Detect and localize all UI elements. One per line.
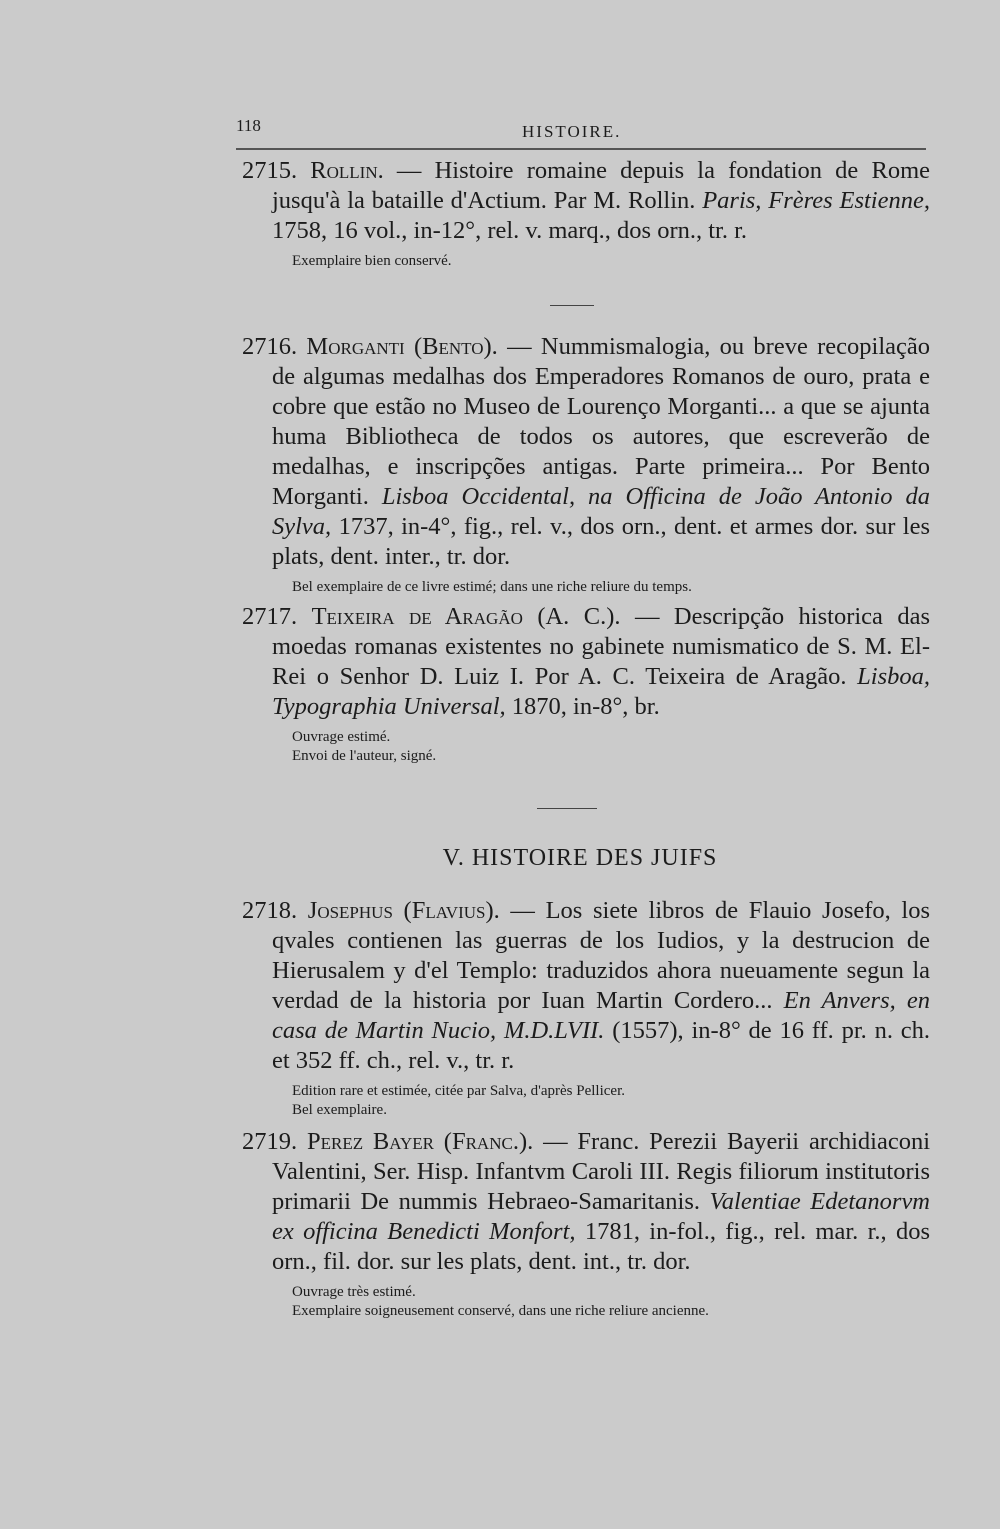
- entry-description: Franc. Perezii Bayerii archidiaconi Valentini, Ser. Hisp. Infantvm Caroli III. Regis filiorum institutoris primarii De nummis Hebraeo-Samaritanis.: [272, 1128, 931, 1215]
- entry-description: Nummismalogia, ou breve recopilação de algumas medalhas dos Emperadores Romanos de ouro, prata e cobre que estão no Museo de Lourenço Morganti... a que se ajunta huma Bibliotheca de todos os autores, que escreverão de medalhas, e inscripções antigas. Parte primeira... Por Bento Morganti.: [272, 333, 931, 510]
- entry-author: Morganti (Bento).: [306, 333, 498, 360]
- entry-author: Josephus (Flavius).: [307, 897, 500, 924]
- entry-note: Exemplaire bien conservé.: [292, 253, 452, 269]
- entry-description: Los siete libros de Flauio Josefo, los qvales contienen las guerras de los Iudios, y la destrucion de Hierusalem y d'el Templo: traduzidos ahora nueuamente segun la verdad de la historia por Iuan Martin Cordero...: [272, 897, 931, 1014]
- entry-number: 2719.: [242, 1128, 298, 1155]
- entry-note: Exemplaire soigneusement conservé, dans une riche reliure ancienne.: [292, 1303, 709, 1319]
- separator-rule: [550, 305, 594, 306]
- entry-author: Perez Bayer (Franc.).: [306, 1128, 534, 1155]
- entry-text: [230, 1127, 930, 1277]
- section-title: V. HISTOIRE DES JUIFS: [442, 845, 718, 871]
- separator-rule: [537, 808, 597, 809]
- catalog-entry-2719: [230, 1127, 930, 1321]
- catalog-entry-2716: [230, 332, 930, 597]
- entry-description: Histoire romaine depuis la fondation de Rome jusqu'à la bataille d'Actium. Par M. Rollin.: [272, 157, 930, 214]
- entry-text: [230, 156, 930, 246]
- entry-number: 2716.: [242, 333, 298, 360]
- entry-details: 1737, in-4°, fig., rel. v., dos orn., dent. et armes dor. sur les plats, dent. inter., tr. dor.: [272, 513, 930, 570]
- entry-details: 1758, 16 vol., in-12°, rel. v. marq., dos orn., tr. r.: [272, 217, 748, 244]
- entry-separator: —: [497, 333, 541, 360]
- entry-text: [230, 602, 930, 722]
- entry-details: 1870, in-8°, br.: [505, 693, 660, 720]
- entry-separator: —: [499, 897, 546, 924]
- entry-imprint: Paris, Frères Estienne,: [702, 187, 930, 214]
- entry-note: Edition rare et estimée, citée par Salva, d'après Pellicer.: [292, 1083, 625, 1099]
- entry-imprint: Lisboa, Typographia Universal,: [272, 663, 930, 720]
- entry-text: [230, 896, 930, 1076]
- page-number: 118: [236, 116, 261, 135]
- entry-separator: —: [383, 157, 435, 184]
- entry-imprint: Valentiae Edetanorvm ex officina Benedicti Monfort,: [272, 1188, 931, 1245]
- entry-number: 2715.: [242, 157, 298, 184]
- catalog-entry-2715: [230, 156, 930, 271]
- entry-note: Bel exemplaire.: [292, 1102, 387, 1118]
- entry-imprint: Lisboa Occidental, na Officina de João Antonio da Sylva,: [272, 483, 930, 540]
- catalog-entry-2718: [230, 896, 930, 1120]
- entry-note: Envoi de l'auteur, signé.: [292, 748, 437, 764]
- entry-note: Bel exemplaire de ce livre estimé; dans une riche reliure du temps.: [292, 579, 692, 595]
- entry-number: 2718.: [242, 897, 298, 924]
- entry-imprint: En Anvers, en casa de Martin Nucio, M.D.LVII.: [272, 987, 931, 1044]
- page-header: [236, 116, 926, 150]
- entry-details: (1557), in-8° de 16 ff. pr. n. ch. et 352 ff. ch., rel. v., tr. r.: [272, 1017, 931, 1074]
- entry-separator: —: [620, 603, 674, 630]
- running-title: HISTOIRE.: [522, 122, 622, 141]
- entry-note: Ouvrage très estimé.: [292, 1284, 416, 1300]
- entry-details: 1781, in-fol., fig., rel. mar. r., dos orn., fil. dor. sur les plats, dent. int., tr. dor.: [272, 1218, 930, 1275]
- entry-author: Teixeira de Aragão (A. C.).: [311, 603, 621, 630]
- entry-separator: —: [533, 1128, 578, 1155]
- entry-note: Ouvrage estimé.: [292, 729, 391, 745]
- entry-text: [230, 332, 930, 572]
- entry-description: Descripção historica das moedas romanas existentes no gabinete numismatico de S. M. El-Rei o Senhor D. Luiz I. Por A. C. Teixeira de Aragão.: [272, 603, 931, 690]
- entry-number: 2717.: [242, 603, 298, 630]
- catalog-entry-2717: [230, 602, 930, 766]
- entry-author: Rollin.: [310, 157, 384, 184]
